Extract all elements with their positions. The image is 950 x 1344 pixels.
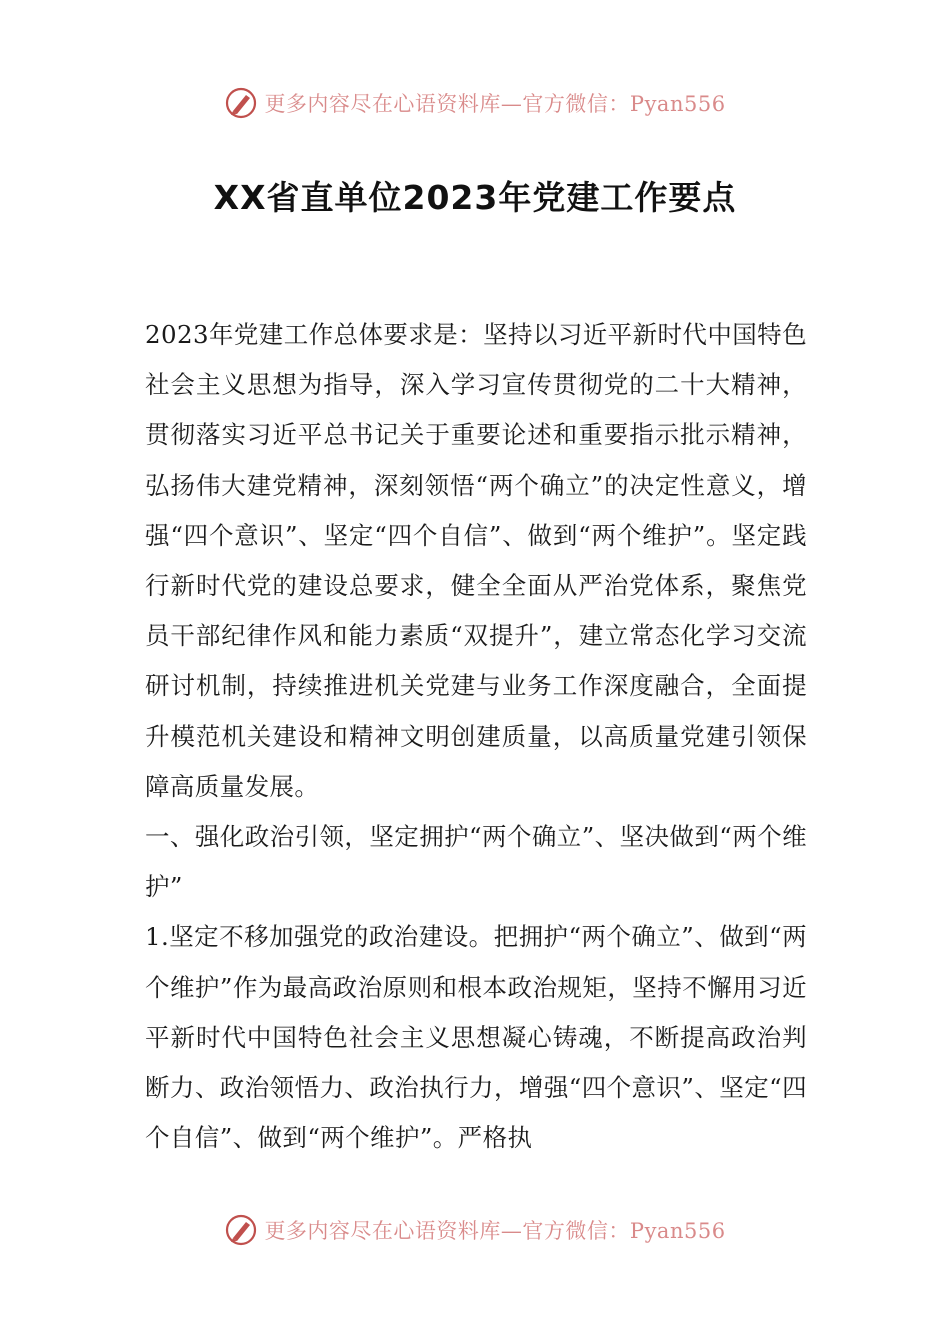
watermark-text: 更多内容尽在心语资料库—官方微信：Pyan556	[264, 1219, 726, 1243]
paragraph-item-1: 1.坚定不移加强党的政治建设。把拥护“两个确立”、做到“两个维护”作为最高政治原则和根本政治规矩，坚持不懈用习近平新时代中国特色社会主义思想凝心铸魂，不断提高政治判断力、政治领悟力、政治执行力，增强“四个意识”、坚定“四个自信”、做到“两个维护”。严格执	[145, 922, 807, 1153]
pen-logo-icon	[224, 1213, 258, 1247]
document-body	[145, 310, 807, 1163]
pen-logo-icon	[224, 86, 258, 120]
section-heading-1: 一、强化政治引领，坚定拥护“两个确立”、坚决做到“两个维护”	[145, 822, 807, 902]
watermark-banner-top	[0, 83, 950, 123]
watermark-text: 更多内容尽在心语资料库—官方微信：Pyan556	[264, 92, 726, 116]
paragraph-intro: 2023年党建工作总体要求是：坚持以习近平新时代中国特色社会主义思想为指导，深入学习宣传贯彻党的二十大精神，贯彻落实习近平总书记关于重要论述和重要指示批示精神，弘扬伟大建党精神，深刻领悟“两个确立”的决定性意义，增强“四个意识”、坚定“四个自信”、做到“两个维护”。坚定践行新时代党的建设总要求，健全全面从严治党体系，聚焦党员干部纪律作风和能力素质“双提升”，建立常态化学习交流研讨机制，持续推进机关党建与业务工作深度融合，全面提升模范机关建设和精神文明创建质量，以高质量党建引领保障高质量发展。	[145, 320, 807, 801]
document-title: XX省直单位2023年党建工作要点	[213, 178, 737, 217]
watermark-banner-bottom	[0, 1210, 950, 1250]
